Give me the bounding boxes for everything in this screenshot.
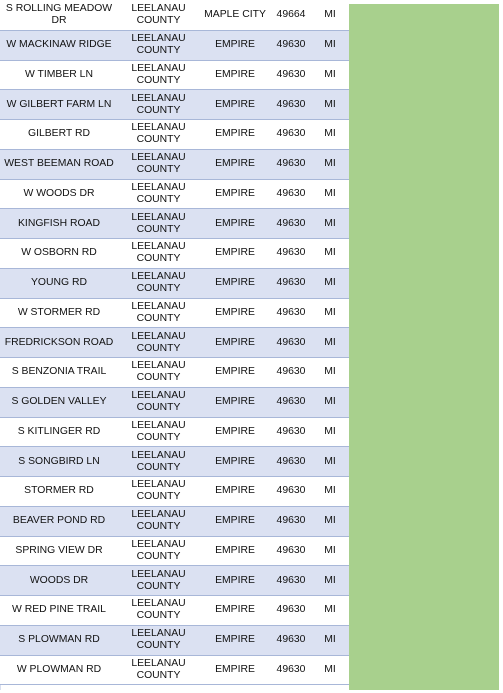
zip-cell: 49630 — [276, 515, 306, 527]
city-cell: EMPIRE — [215, 217, 255, 229]
city-cell: EMPIRE — [215, 634, 255, 646]
table-row — [0, 626, 349, 656]
county-cell: LEELANAU COUNTY — [131, 419, 186, 443]
street-cell: FREDRICKSON ROAD — [4, 336, 114, 348]
street-cell: W WOODS DR — [23, 187, 95, 199]
street-cell: S KITLINGER RD — [17, 425, 101, 437]
county-cell: LEELANAU COUNTY — [131, 92, 186, 116]
state-cell: MI — [324, 634, 336, 646]
zip-cell: 49630 — [276, 306, 306, 318]
street-cell: STORMER RD — [24, 485, 94, 497]
street-cell: S SONGBIRD LN — [18, 455, 100, 467]
county-cell: LEELANAU COUNTY — [131, 628, 186, 652]
green-side-panel — [349, 4, 499, 690]
state-cell: MI — [324, 455, 336, 467]
city-cell: EMPIRE — [215, 247, 255, 259]
street-cell: W PLOWMAN RD — [16, 663, 102, 675]
state-cell: MI — [324, 187, 336, 199]
zip-cell: 49630 — [276, 247, 306, 259]
table-row — [0, 328, 349, 358]
county-cell: LEELANAU COUNTY — [131, 479, 186, 503]
table-row — [0, 150, 349, 180]
city-cell: EMPIRE — [215, 663, 255, 675]
state-cell: MI — [324, 485, 336, 497]
zip-cell: 49630 — [276, 425, 306, 437]
county-cell: LEELANAU COUNTY — [131, 211, 186, 235]
table-row — [0, 209, 349, 239]
city-cell: EMPIRE — [215, 574, 255, 586]
street-cell: BEAVER POND RD — [12, 515, 106, 527]
city-cell: EMPIRE — [215, 366, 255, 378]
zip-cell: 49630 — [276, 68, 306, 80]
city-cell: EMPIRE — [215, 336, 255, 348]
table-row — [0, 537, 349, 567]
table-row — [0, 90, 349, 120]
city-cell: EMPIRE — [215, 98, 255, 110]
city-cell: EMPIRE — [215, 306, 255, 318]
city-cell: EMPIRE — [215, 515, 255, 527]
street-cell: W OSBORN RD — [21, 247, 97, 259]
table-row — [0, 358, 349, 388]
zip-cell: 49630 — [276, 544, 306, 556]
city-cell: EMPIRE — [215, 455, 255, 467]
county-cell: LEELANAU COUNTY — [131, 509, 186, 533]
zip-cell: 49630 — [276, 187, 306, 199]
city-cell: EMPIRE — [215, 39, 255, 51]
table-row — [0, 180, 349, 210]
state-cell: MI — [324, 306, 336, 318]
county-cell: LEELANAU COUNTY — [131, 330, 186, 354]
state-cell: MI — [324, 98, 336, 110]
county-cell: LEELANAU COUNTY — [131, 152, 186, 176]
street-cell: S ROLLING MEADOW DR — [5, 3, 113, 27]
state-cell: MI — [324, 158, 336, 170]
city-cell: EMPIRE — [215, 158, 255, 170]
city-cell: EMPIRE — [215, 68, 255, 80]
table-row — [0, 656, 349, 686]
county-cell: LEELANAU COUNTY — [131, 300, 186, 324]
county-cell: LEELANAU COUNTY — [131, 271, 186, 295]
state-cell: MI — [324, 396, 336, 408]
city-cell: EMPIRE — [215, 604, 255, 616]
street-cell: S BENZONIA TRAIL — [11, 366, 107, 378]
street-cell: SPRING VIEW DR — [15, 544, 103, 556]
state-cell: MI — [324, 68, 336, 80]
city-cell: EMPIRE — [215, 187, 255, 199]
street-cell: S PLOWMAN RD — [18, 634, 100, 646]
street-cell: WEST BEEMAN ROAD — [4, 158, 114, 170]
table-row — [0, 61, 349, 91]
state-cell: MI — [324, 366, 336, 378]
zip-cell: 49630 — [276, 336, 306, 348]
state-cell: MI — [324, 663, 336, 675]
table-row — [0, 447, 349, 477]
city-cell: EMPIRE — [215, 544, 255, 556]
city-cell: EMPIRE — [215, 485, 255, 497]
county-cell: LEELANAU COUNTY — [131, 657, 186, 681]
table-row — [0, 269, 349, 299]
county-cell: LEELANAU COUNTY — [131, 122, 186, 146]
city-cell: EMPIRE — [215, 396, 255, 408]
street-cell: W TIMBER LN — [25, 68, 93, 80]
table-row — [0, 31, 349, 61]
zip-cell: 49630 — [276, 455, 306, 467]
table-row — [0, 507, 349, 537]
zip-cell: 49630 — [276, 604, 306, 616]
table-row — [0, 418, 349, 448]
zip-cell: 49630 — [276, 128, 306, 140]
state-cell: MI — [324, 247, 336, 259]
zip-cell: 49630 — [276, 396, 306, 408]
table-row — [0, 477, 349, 507]
county-cell: LEELANAU COUNTY — [131, 568, 186, 592]
zip-cell: 49630 — [276, 366, 306, 378]
city-cell: EMPIRE — [215, 128, 255, 140]
street-cell: S GOLDEN VALLEY — [11, 396, 107, 408]
zip-cell: 49630 — [276, 574, 306, 586]
county-cell: LEELANAU COUNTY — [131, 538, 186, 562]
street-cell: GILBERT RD — [28, 128, 90, 140]
table-row — [0, 388, 349, 418]
state-cell: MI — [324, 604, 336, 616]
street-cell: W STORMER RD — [17, 306, 101, 318]
county-cell: LEELANAU COUNTY — [131, 598, 186, 622]
zip-cell: 49630 — [276, 485, 306, 497]
state-cell: MI — [324, 425, 336, 437]
zip-cell: 49630 — [276, 277, 306, 289]
zip-cell: 49630 — [276, 634, 306, 646]
table-row — [0, 299, 349, 329]
table-row — [0, 120, 349, 150]
zip-cell: 49630 — [276, 663, 306, 675]
state-cell: MI — [324, 217, 336, 229]
county-cell: LEELANAU COUNTY — [131, 390, 186, 414]
county-cell: LEELANAU COUNTY — [131, 449, 186, 473]
city-cell: EMPIRE — [215, 425, 255, 437]
table-row — [0, 239, 349, 269]
zip-cell: 49630 — [276, 98, 306, 110]
state-cell: MI — [324, 336, 336, 348]
street-cell: YOUNG RD — [31, 277, 87, 289]
table-row — [0, 1, 349, 31]
table-row — [0, 596, 349, 626]
zip-cell: 49630 — [276, 39, 306, 51]
county-cell: LEELANAU COUNTY — [131, 181, 186, 205]
county-cell: LEELANAU COUNTY — [131, 241, 186, 265]
street-cell: KINGFISH ROAD — [18, 217, 100, 229]
zip-cell: 49630 — [276, 158, 306, 170]
state-cell: MI — [324, 277, 336, 289]
street-cell: W MACKINAW RIDGE — [6, 39, 112, 51]
table-row — [0, 566, 349, 596]
street-cell: WOODS DR — [29, 574, 89, 586]
state-cell: MI — [324, 515, 336, 527]
state-cell: MI — [324, 544, 336, 556]
county-cell: LEELANAU COUNTY — [131, 360, 186, 384]
state-cell: MI — [324, 9, 336, 21]
zip-cell: 49630 — [276, 217, 306, 229]
state-cell: MI — [324, 128, 336, 140]
zip-cell: 49664 — [276, 9, 306, 21]
street-cell: W RED PINE TRAIL — [12, 604, 106, 616]
state-cell: MI — [324, 39, 336, 51]
county-cell: LEELANAU COUNTY — [131, 3, 186, 27]
state-cell: MI — [324, 574, 336, 586]
county-cell: LEELANAU COUNTY — [131, 62, 186, 86]
city-cell: EMPIRE — [215, 277, 255, 289]
county-cell: LEELANAU COUNTY — [131, 33, 186, 57]
street-cell: W GILBERT FARM LN — [6, 98, 112, 110]
city-cell: MAPLE CITY — [204, 9, 266, 21]
